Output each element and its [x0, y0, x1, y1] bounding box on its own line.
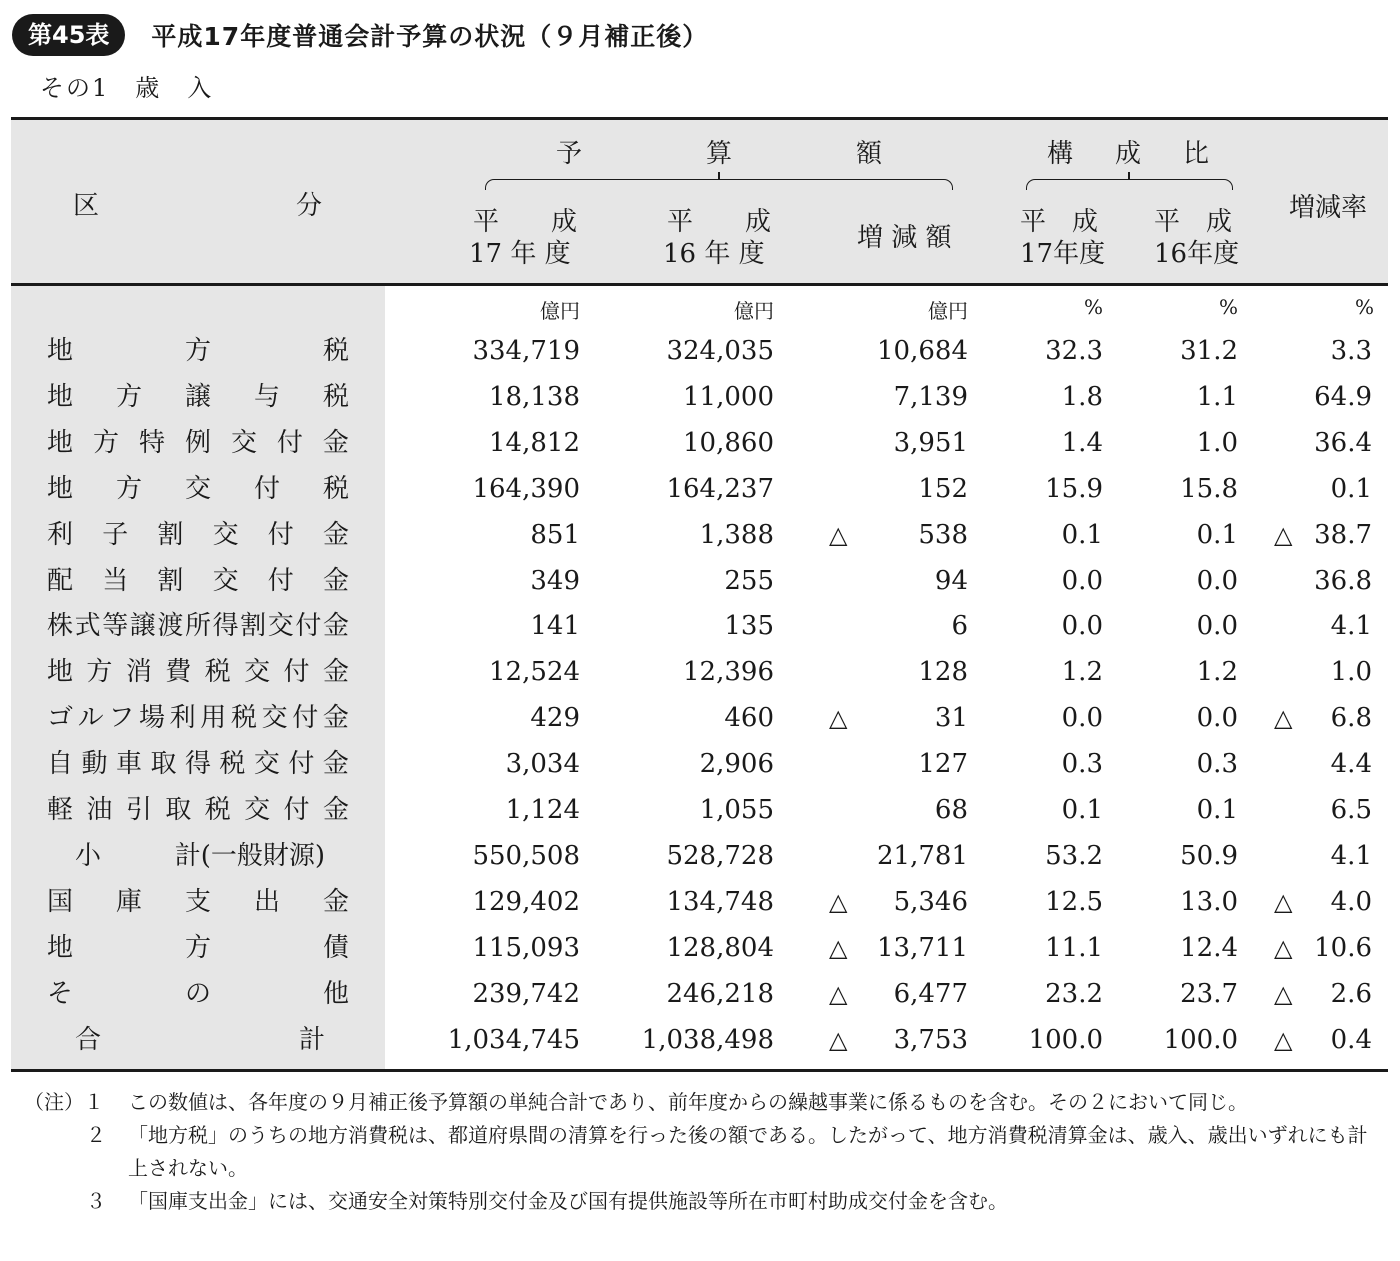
cell-diff: 127	[918, 749, 968, 780]
cell-fy17: 115,093	[472, 932, 580, 963]
cell-diff: 13,711	[877, 932, 968, 963]
row-label: 配 当 割 交 付 金	[47, 565, 349, 596]
header-ratio-char-1: 構	[1047, 139, 1074, 169]
cell-r16: 0.0	[1196, 565, 1238, 596]
cell-fy16: 255	[724, 565, 774, 596]
cell-fy17: 164,390	[472, 473, 580, 504]
cell-r16: 0.1	[1196, 795, 1238, 825]
cell-rate: 10.6	[1314, 932, 1372, 963]
header-r17-line2: 17年度	[1020, 239, 1106, 269]
cell-rate: 3.3	[1330, 336, 1372, 366]
header-fy17-line2: 17 年 度	[469, 239, 571, 269]
negative-triangle-icon: △	[1274, 933, 1293, 962]
cell-r17: 1.4	[1061, 427, 1103, 458]
footnote-mark: ２	[86, 1123, 106, 1147]
cell-fy17: 429	[530, 703, 580, 734]
cell-r16: 50.9	[1180, 840, 1238, 871]
cell-rate: 38.7	[1314, 519, 1372, 550]
budget-table	[11, 117, 1388, 1072]
negative-triangle-icon: △	[1274, 704, 1293, 733]
cell-diff: 94	[934, 565, 968, 596]
footnote-text: 「国庫支出金」には、交通安全対策特別交付金及び国有提供施設等所在市町村助成交付金を含む。	[128, 1189, 1008, 1213]
ratio-group-brace	[1026, 179, 1233, 190]
header-stub-left: 区	[73, 191, 100, 221]
footnote-text: 「地方税」のうちの地方消費税は、都道府県間の清算を行った後の額である。したがって、地方消費税清算金は、歳入、歳出いずれにも計上されない。	[128, 1123, 1368, 1180]
header-rule	[11, 283, 1388, 286]
header-ratio-char-2: 成	[1115, 139, 1142, 169]
cell-r16: 100.0	[1163, 1024, 1238, 1055]
cell-rate: 36.8	[1314, 565, 1372, 596]
row-label: 自 動 車 取 得 税 交 付 金	[47, 749, 349, 780]
cell-fy16: 324,035	[666, 336, 774, 366]
header-stub-right: 分	[296, 191, 323, 221]
cell-fy16: 528,728	[666, 840, 774, 871]
cell-r17: 0.0	[1061, 611, 1103, 642]
header-fy16-line1: 平 成	[667, 207, 772, 237]
header-r16-line1: 平 成	[1154, 207, 1233, 237]
cell-rate: 1.0	[1330, 657, 1372, 688]
unit-diff: 億円	[928, 299, 968, 323]
table-row	[11, 1017, 1388, 1063]
cell-r16: 0.0	[1196, 703, 1238, 734]
footnote-text: この数値は、各年度の９月補正後予算額の単純合計であり、前年度からの繰越事業に係るものを含む。その２において同じ。	[128, 1090, 1248, 1114]
cell-fy16: 128,804	[666, 932, 774, 963]
cell-r17: 11.1	[1045, 932, 1103, 963]
row-label: 地 方 消 費 税 交 付 金	[47, 657, 349, 688]
cell-r17: 0.1	[1061, 795, 1103, 825]
cell-fy17: 141	[530, 611, 580, 642]
cell-fy17: 3,034	[505, 749, 580, 780]
cell-r16: 31.2	[1180, 336, 1238, 366]
title-row	[12, 12, 708, 58]
row-label: 地 方 特 例 交 付 金	[47, 427, 349, 458]
cell-r16: 1.0	[1196, 427, 1238, 458]
row-label: 小 計(一般財源)	[75, 840, 325, 871]
row-label: 地 方 交 付 税	[47, 473, 349, 504]
cell-r17: 0.1	[1061, 519, 1103, 550]
footnote-mark: （注）１	[24, 1090, 104, 1114]
table-row	[11, 925, 1388, 971]
cell-diff: 10,684	[877, 336, 968, 366]
footnotes	[24, 1086, 1384, 1218]
table-row	[11, 787, 1388, 833]
table-row	[11, 512, 1388, 558]
cell-fy16: 1,038,498	[641, 1024, 774, 1055]
table-row	[11, 420, 1388, 466]
cell-fy16: 135	[724, 611, 774, 642]
cell-r16: 23.7	[1180, 978, 1238, 1009]
table-row	[11, 695, 1388, 741]
footnote-3	[24, 1185, 1384, 1218]
cell-diff: 6,477	[893, 978, 968, 1009]
cell-fy17: 129,402	[472, 886, 580, 917]
cell-fy17: 12,524	[489, 657, 580, 688]
cell-rate: 64.9	[1314, 381, 1372, 412]
table-row	[11, 466, 1388, 512]
bottom-rule	[11, 1069, 1388, 1072]
negative-triangle-icon: △	[1274, 979, 1293, 1008]
cell-fy16: 11,000	[683, 381, 774, 412]
header-fy16-line2: 16 年 度	[663, 239, 765, 269]
table-row	[11, 374, 1388, 420]
cell-rate: 36.4	[1314, 427, 1372, 458]
cell-diff: 7,139	[893, 381, 968, 412]
cell-r17: 0.0	[1061, 565, 1103, 596]
negative-triangle-icon: △	[829, 887, 848, 916]
cell-fy17: 349	[530, 565, 580, 596]
cell-fy17: 550,508	[472, 840, 580, 871]
cell-r16: 0.0	[1196, 611, 1238, 642]
cell-fy16: 164,237	[666, 473, 774, 504]
cell-rate: 4.1	[1330, 840, 1372, 871]
cell-r16: 0.1	[1196, 519, 1238, 550]
top-rule	[11, 117, 1388, 120]
row-label: 利 子 割 交 付 金	[47, 519, 349, 550]
negative-triangle-icon: △	[829, 704, 848, 733]
cell-r17: 1.8	[1061, 381, 1103, 412]
table-number-badge: 第45表	[12, 14, 125, 56]
cell-fy16: 1,388	[699, 519, 774, 550]
cell-fy16: 1,055	[699, 795, 774, 825]
cell-fy16: 2,906	[699, 749, 774, 780]
header-r17-line1: 平 成	[1020, 207, 1099, 237]
cell-diff: 5,346	[893, 886, 968, 917]
cell-rate: 6.5	[1330, 795, 1372, 825]
table-row	[11, 971, 1388, 1017]
cell-r17: 23.2	[1045, 978, 1103, 1009]
cell-diff: 31	[934, 703, 968, 734]
table-row	[11, 649, 1388, 695]
cell-r17: 100.0	[1028, 1024, 1103, 1055]
negative-triangle-icon: △	[1274, 520, 1293, 549]
section-subtitle: その1 歳 入	[40, 74, 214, 102]
table-row	[11, 328, 1388, 374]
cell-rate: 2.6	[1330, 978, 1372, 1009]
row-label: 地 方 債	[47, 932, 349, 963]
ratio-brace-tick	[1128, 172, 1130, 179]
table-row	[11, 558, 1388, 604]
cell-diff: 152	[918, 473, 968, 504]
footnote-1	[24, 1086, 1384, 1119]
footnote-2	[24, 1119, 1384, 1185]
cell-r17: 32.3	[1045, 336, 1103, 366]
cell-rate: 6.8	[1330, 703, 1372, 734]
row-label: 合 計	[75, 1024, 325, 1055]
cell-r17: 0.0	[1061, 703, 1103, 734]
cell-fy16: 460	[724, 703, 774, 734]
units-row	[11, 295, 1388, 323]
cell-diff: 21,781	[877, 840, 968, 871]
cell-diff: 538	[918, 519, 968, 550]
cell-r16: 0.3	[1196, 749, 1238, 780]
cell-rate: 0.4	[1330, 1024, 1372, 1055]
cell-r17: 12.5	[1045, 886, 1103, 917]
unit-rate: %	[1354, 295, 1374, 319]
negative-triangle-icon: △	[829, 933, 848, 962]
cell-r16: 1.2	[1196, 657, 1238, 688]
budget-brace-tick	[718, 172, 720, 179]
footnote-mark: ３	[86, 1189, 106, 1213]
cell-r16: 12.4	[1180, 932, 1238, 963]
header-rate: 増減率	[1289, 193, 1368, 223]
cell-fy16: 12,396	[683, 657, 774, 688]
row-label: 地 方 税	[47, 336, 349, 366]
cell-diff: 6	[951, 611, 968, 642]
budget-group-brace	[485, 179, 953, 190]
row-label: 国 庫 支 出 金	[47, 886, 349, 917]
cell-fy17: 14,812	[489, 427, 580, 458]
negative-triangle-icon: △	[1274, 887, 1293, 916]
cell-rate: 0.1	[1330, 473, 1372, 504]
cell-fy16: 134,748	[666, 886, 774, 917]
header-budget-char-1: 予	[556, 139, 583, 169]
unit-r16: %	[1218, 295, 1238, 319]
cell-diff: 68	[934, 795, 968, 825]
header-r16-line2: 16年度	[1154, 239, 1240, 269]
cell-fy17: 334,719	[472, 336, 580, 366]
header-ratio-char-3: 比	[1183, 139, 1210, 169]
header-budget-char-3: 額	[856, 139, 883, 169]
cell-fy16: 246,218	[666, 978, 774, 1009]
header-diff: 増 減 額	[857, 223, 952, 253]
table-row	[11, 603, 1388, 649]
table-row	[11, 879, 1388, 925]
cell-r16: 15.8	[1180, 473, 1238, 504]
header-budget-char-2: 算	[706, 139, 733, 169]
row-label: そ の 他	[47, 978, 349, 1009]
negative-triangle-icon: △	[829, 520, 848, 549]
negative-triangle-icon: △	[829, 979, 848, 1008]
negative-triangle-icon: △	[1274, 1025, 1293, 1054]
cell-r17: 15.9	[1045, 473, 1103, 504]
unit-r17: %	[1083, 295, 1103, 319]
negative-triangle-icon: △	[829, 1025, 848, 1054]
cell-diff: 3,753	[893, 1024, 968, 1055]
cell-rate: 4.0	[1330, 886, 1372, 917]
cell-diff: 128	[918, 657, 968, 688]
table-row	[11, 741, 1388, 787]
header-fy17-line1: 平 成	[473, 207, 578, 237]
cell-fy17: 1,034,745	[447, 1024, 580, 1055]
table-row	[11, 833, 1388, 879]
cell-r16: 1.1	[1196, 381, 1238, 412]
row-label: 株 式 等 譲 渡 所 得 割 交 付 金	[47, 611, 349, 642]
row-label: ゴ ル フ 場 利 用 税 交 付 金	[47, 703, 349, 734]
cell-fy17: 851	[530, 519, 580, 550]
cell-fy17: 1,124	[505, 795, 580, 825]
cell-rate: 4.1	[1330, 611, 1372, 642]
cell-diff: 3,951	[893, 427, 968, 458]
unit-fy17: 億円	[540, 299, 580, 323]
cell-rate: 4.4	[1330, 749, 1372, 780]
row-label: 地 方 譲 与 税	[47, 381, 349, 412]
cell-fy17: 239,742	[472, 978, 580, 1009]
page-title: 平成17年度普通会計予算の状況（９月補正後）	[151, 22, 709, 51]
unit-fy16: 億円	[734, 299, 774, 323]
cell-r17: 53.2	[1045, 840, 1103, 871]
cell-fy16: 10,860	[683, 427, 774, 458]
cell-r17: 1.2	[1061, 657, 1103, 688]
cell-r17: 0.3	[1061, 749, 1103, 780]
cell-r16: 13.0	[1180, 886, 1238, 917]
cell-fy17: 18,138	[489, 381, 580, 412]
row-label: 軽 油 引 取 税 交 付 金	[47, 795, 349, 825]
